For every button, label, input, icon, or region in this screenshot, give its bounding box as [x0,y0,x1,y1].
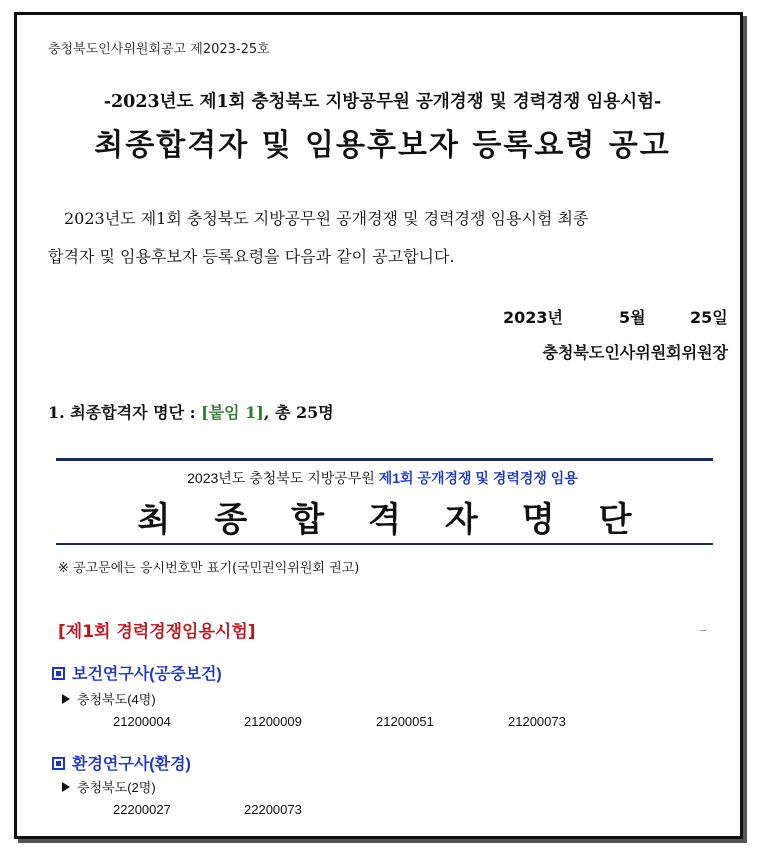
list-top-rule [56,458,713,461]
category-title-text: 환경연구사(환경) [72,756,191,773]
list-subtitle-highlight: 제1회 공개경쟁 및 경력경쟁 임용 [378,470,578,486]
privacy-note: ※ 공고문에는 응시번호만 표기(국민권익위원회 권고) [58,561,360,576]
category-title-text: 보건연구사(공중보건) [72,666,222,683]
candidate-number: 22200027 [113,802,171,817]
list-subtitle [0,468,765,488]
date-day: 25일 [690,308,728,327]
date-year: 2023년 [503,308,563,327]
candidate-number: 21200009 [244,714,302,729]
page-title: 최종합격자 및 임용후보자 등록요령 공고 [94,128,671,163]
region-text: 충청북도(2명) [77,780,156,795]
candidate-number: 21200051 [376,714,434,729]
category-title [52,661,222,684]
region-label [62,689,156,708]
notice-number: 충청북도인사위원회공고 제2023-25호 [48,42,270,57]
date-month: 5월 [619,308,646,327]
triangle-bullet-icon [62,782,70,792]
body-line-1: 2023년도 제1회 충청북도 지방공무원 공개경쟁 및 경력경쟁 임용시험 최종 [64,209,589,228]
list-title: 최종합격자명단 [137,500,676,540]
section-1-heading [48,400,334,423]
section-1-suffix: , 총 25명 [263,403,334,422]
square-bullet-icon [52,667,65,680]
list-subtitle-plain: 2023년도 충청북도 지방공무원 [187,470,379,486]
candidate-number: 21200073 [508,714,566,729]
list-bottom-rule [56,543,713,545]
region-text: 충청북도(4명) [77,692,156,707]
section-1-prefix: 1. 최종합격자 명단 : [48,403,202,422]
exam-subtitle: -2023년도 제1회 충청북도 지방공무원 공개경쟁 및 경력경쟁 임용시험- [103,92,662,112]
attachment-ref: [붙임 1] [201,403,264,422]
triangle-bullet-icon [62,694,70,704]
body-line-2: 합격자 및 임용후보자 등록요령을 다음과 같이 공고합니다. [48,247,455,266]
square-bullet-icon [52,757,65,770]
announcement-body [48,200,728,276]
category-title [52,751,191,774]
exam-name: [제1회 경력경쟁임용시험] [58,622,256,642]
stray-mark [700,630,706,631]
candidate-number: 21200004 [113,714,171,729]
signer: 충청북도인사위원회위원장 [542,343,728,362]
region-label [62,777,156,796]
candidate-number: 22200073 [244,802,302,817]
